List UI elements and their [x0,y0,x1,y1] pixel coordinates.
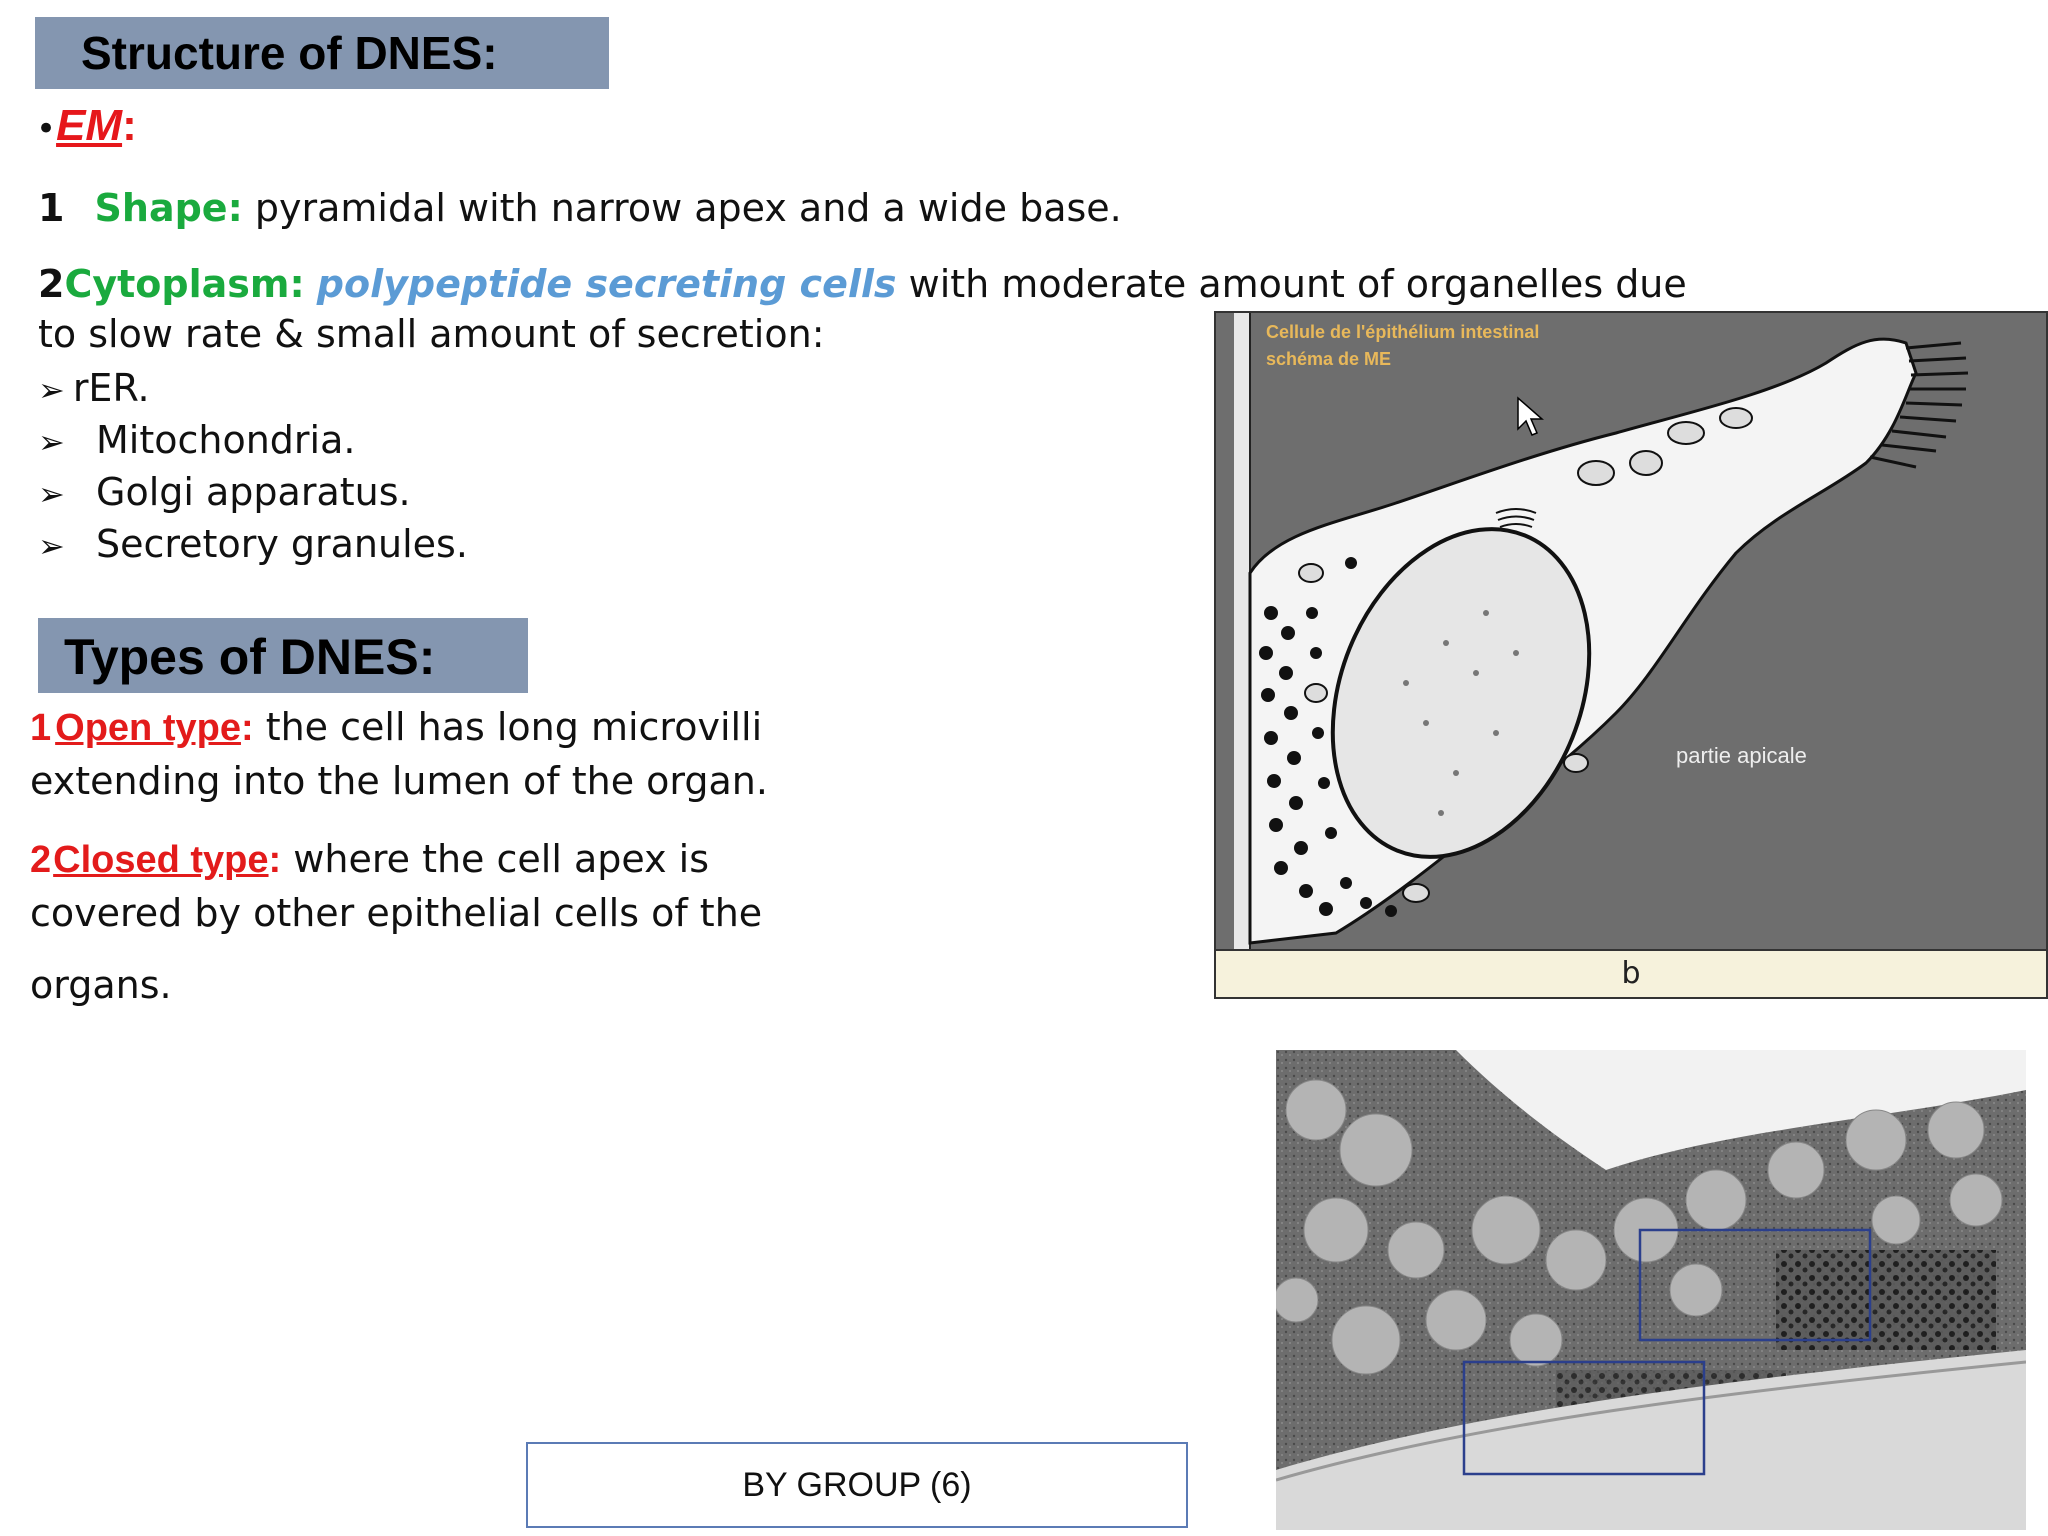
list-item: ➢ Secretory granules. [38,519,468,571]
apical-label: partie apicale [1676,743,1807,768]
structure-heading-text: Structure of DNES: [81,27,498,79]
closed-text-1: where the cell apex is [293,837,710,881]
cell-diagram [1216,313,2046,949]
arrow-bullet-icon: ➢ [38,371,65,409]
electron-micrograph [1276,1050,2026,1530]
closed-colon: : [268,839,282,881]
open-type-label: Open type [55,707,241,749]
cyto-text-1: with moderate amount of organelles due [908,262,1687,306]
arrow-bullet-icon: ➢ [38,527,65,565]
closed-num: 2 [30,839,52,881]
arrow-bullet-icon: ➢ [38,475,65,513]
em-colon: : [122,101,137,150]
shape-line [38,183,1122,233]
organelle-list [38,363,468,571]
arrow-bullet-icon: ➢ [38,423,65,461]
closed-type-line-2: covered by other epithelial cells of the [30,891,763,935]
em-line [36,100,137,155]
footer-label: BY GROUP (6) [742,1466,972,1504]
list-item: ➢ rER. [38,366,150,410]
shape-label: Shape: [94,186,243,230]
types-heading-text: Types of DNES: [64,629,436,685]
open-num: 1 [30,707,52,749]
cyto-label: Cytoplasm: [64,262,305,306]
cyto-num: 2 [38,262,65,306]
em-cell-figure [1214,311,2048,999]
list-item: ➢ Mitochondria. [38,415,468,467]
closed-type-line-3: organs. [30,963,172,1007]
em-label: EM [56,101,123,150]
open-text-1: the cell has long microvilli [265,705,763,749]
em-bullet: • [36,109,57,149]
shape-text: pyramidal with narrow apex and a wide base. [254,186,1122,230]
figure-title-1: Cellule de l'épithélium intestinal [1266,322,1540,342]
figure-title-2: schéma de ME [1266,349,1392,369]
structure-heading [35,17,609,89]
cyto-blue-text: polypeptide secreting cells [316,262,897,306]
footer-box [526,1442,1188,1528]
shape-num: 1 [38,186,65,230]
open-type-line [30,702,762,753]
cytoplasm-line [38,259,1687,309]
list-item: ➢ Golgi apparatus. [38,467,468,519]
panel-letter: b [1216,949,2046,997]
cytoplasm-line-2: to slow rate & small amount of secretion: [38,312,825,356]
types-heading [38,618,528,693]
open-type-line-2: extending into the lumen of the organ. [30,759,768,803]
open-colon: : [240,707,254,749]
closed-type-line [30,834,709,885]
closed-type-label: Closed type [53,839,269,881]
